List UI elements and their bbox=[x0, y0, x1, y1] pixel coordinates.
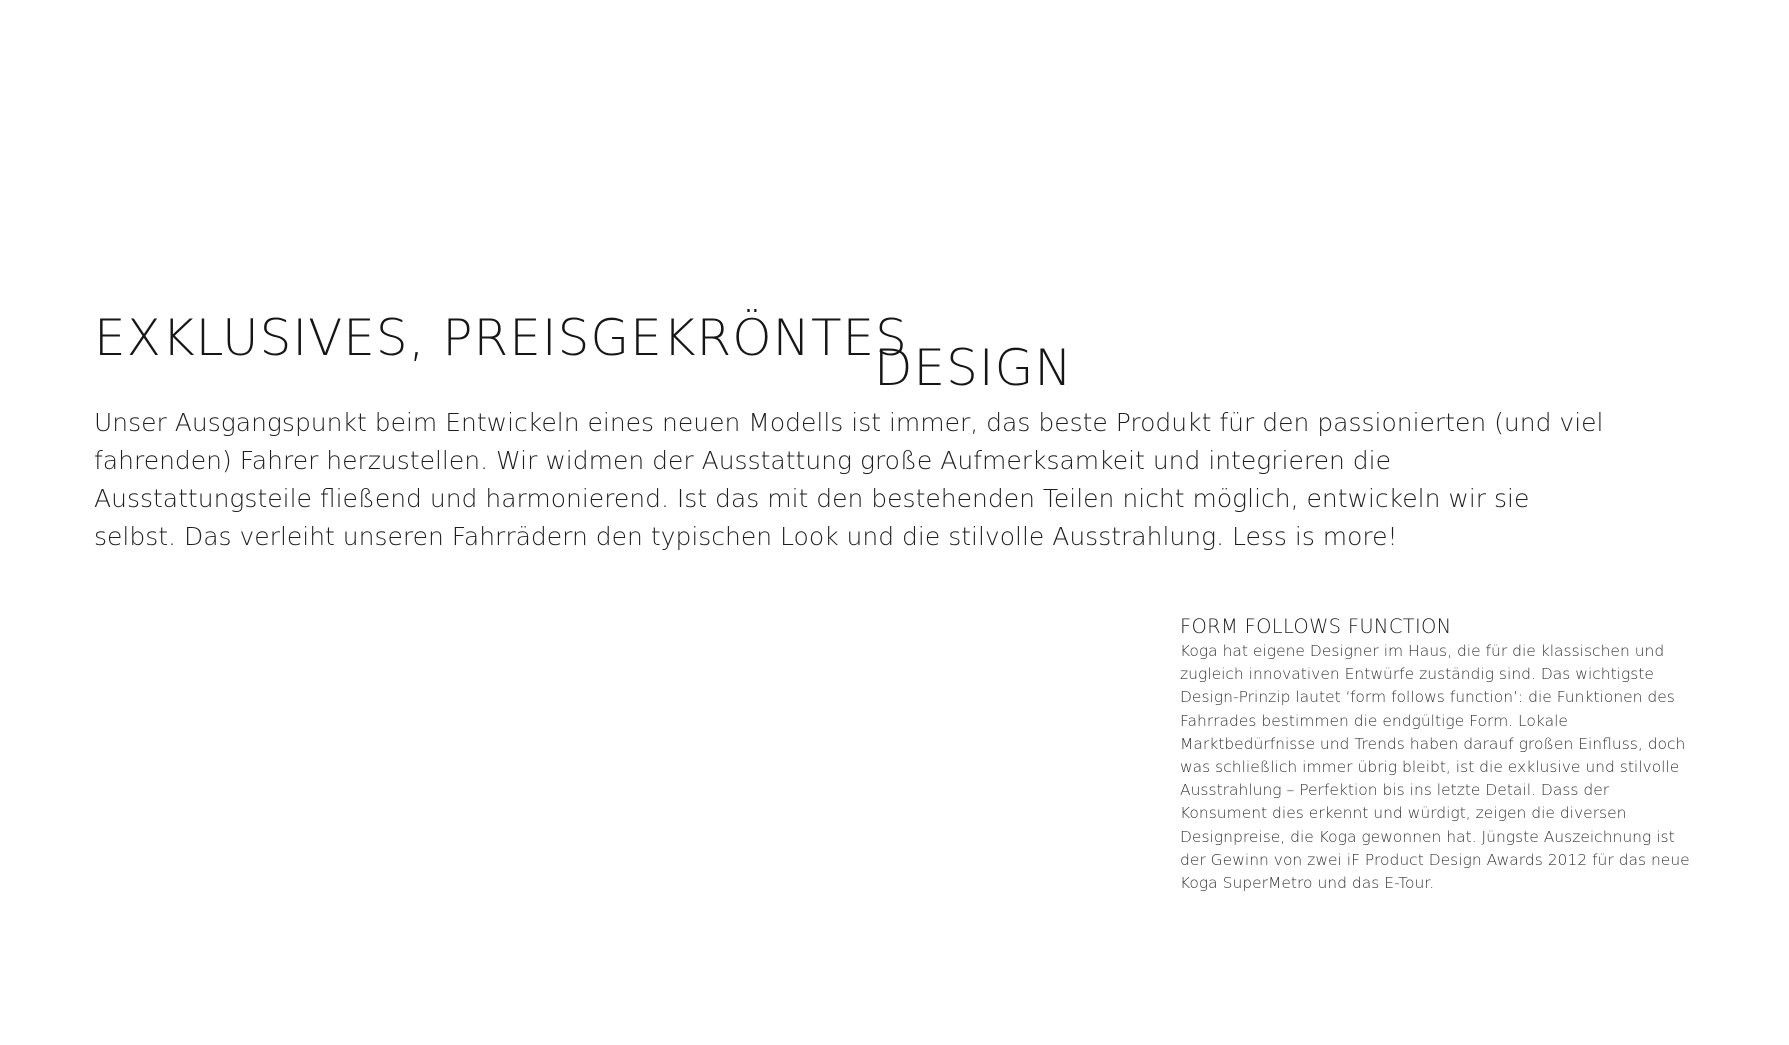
sidebar-body: Koga hat eigene Designer im Haus, die für die klassischen und zugleich innovativen Entwürfe zuständig sind. Das wichtigste Design-Prinzip lautet ‘form follows function’: die Funktionen des Fahrrades bestimmen die endgültige Form. Lokale Marktbedürfnisse und Trends haben darauf großen Einfluss, doch was schließlich immer übrig bleibt, ist die exklusive und stilvolle Ausstrahlung – Perfektion bis ins letzte Detail. Dass der Konsument dies erkennt und würdigt, zeigen die diversen Designpreise, die Koga gewonnen hat. Jüngste Auszeichnung ist der Gewinn von zwei iF Product Design Awards 2012 für das neue Koga SuperMetro und das E-Tour. bbox=[1180, 642, 1690, 893]
intro-paragraph: Unser Ausgangspunkt beim Entwickeln eines neuen Modells ist immer, das beste Produkt für den passionierten (und viel fahrenden) Fahrer herzustellen. Wir widmen der Ausstattung große Aufmerksamkeit und integrieren die Ausstattungsteile fließend und harmonierend. Ist das mit den bestehenden Teilen nicht möglich, entwickeln wir sie selbst. Das verleiht unseren Fahrrädern den typischen Look und die stilvolle Ausstrahlung. Less is more! bbox=[94, 408, 1604, 551]
sidebar-heading: FORM FOLLOWS FUNCTION bbox=[1180, 615, 1452, 638]
page-title-line-1: EXKLUSIVES, PREISGEKRÖNTES bbox=[94, 309, 908, 367]
sidebar-box bbox=[1180, 614, 1700, 895]
page-title-line-2: DESIGN bbox=[874, 339, 1073, 397]
